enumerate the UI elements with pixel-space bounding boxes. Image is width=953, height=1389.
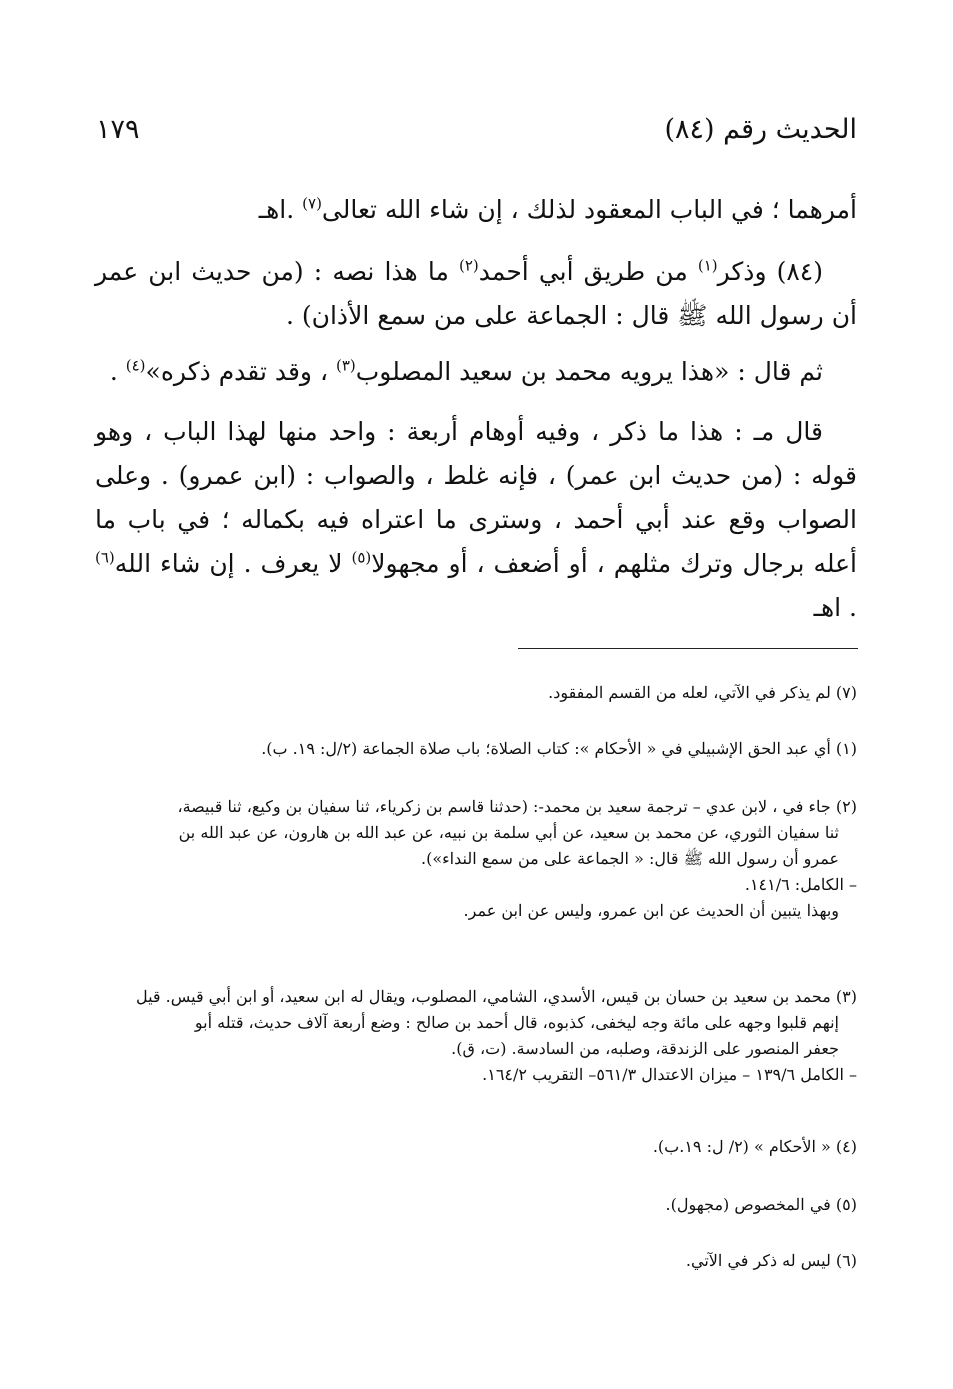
running-title: الحديث رقم (٨٤) <box>664 114 857 145</box>
footnote-source-line: – الكامل: ١٤١/٦. <box>744 875 857 894</box>
footnote-ref-4: (٤) <box>125 356 146 375</box>
main-paragraph-3 <box>95 350 857 394</box>
paragraph-text: ثم قال : «هذا يرويه محمد بن سعيد المصلوب <box>355 357 823 386</box>
page-number: ١٧٩ <box>96 114 140 145</box>
paragraph-text: ما هذا نصه : (من حديث ابن عمر أن رسول الله ﷺ قال : الجماعة على من سمع الأذان) . <box>95 257 857 330</box>
footnote-ref-2: (٢) <box>458 256 479 275</box>
footnote-6 <box>95 1248 857 1274</box>
footnote-1 <box>95 736 857 762</box>
footnote-ref-7: (٧) <box>302 194 322 213</box>
footnote-line: (٣) محمد بن سعيد بن حسان بن قيس، الأسدي، الشامي، المصلوب، ويقال له ابن سعيد، أو ابن أبي قيس. قيل <box>135 987 857 1006</box>
paragraph-text: . اهـ <box>813 593 857 622</box>
footnote-7 <box>95 680 857 706</box>
footnote-ref-5: (٥) <box>351 548 372 567</box>
footnote-ref-3: (٣) <box>335 356 356 375</box>
paragraph-text: قال مـ : هذا ما ذكر ، وفيه أوهام أربعة : واحد منها لهذا الباب ، وهو قوله : (من حديث ابن عمر) ، فإنه غلط ، والصواب : (ابن عمرو) . وعلى الصواب وقع عند أبي أحمد ، وسترى ما اعتراه فيه بكماله ؛ في باب ما أعله برجال وترك مثلهم ، أو أضعف ، أو مجهولا <box>95 417 857 578</box>
footnote-ref-6: (٦) <box>95 548 115 567</box>
main-paragraph-1 <box>95 188 857 232</box>
paragraph-text: لا يعرف . إن شاء الله <box>114 549 352 578</box>
footnote-line: إنهم قلبوا وجهه على مائة وجه ليخفى، كذبوه، قال أحمد بن صالح : وضع أربعة آلاف حديث، قتله أبو <box>194 1013 839 1032</box>
footnote-line: ثنا سفيان الثوري، عن محمد بن سعيد، عن أبي سلمة بن نبيه، عن عبد الله بن هارون، عن عبد الله بن <box>178 823 839 842</box>
footnote-line: (٥) في المخصوص (مجهول). <box>665 1195 857 1214</box>
footnote-2 <box>95 794 857 924</box>
paragraph-text: أمرهما ؛ في الباب المعقود لذلك ، إن شاء الله تعالى <box>321 195 857 224</box>
footnote-line: عمرو أن رسول الله ﷺ قال: « الجماعة على من سمع النداء»). <box>421 849 839 868</box>
paragraph-text: (٨٤) وذكر <box>717 257 823 286</box>
paragraph-text: من طريق أبي أحمد <box>478 257 698 286</box>
footnote-5 <box>95 1192 857 1218</box>
footnote-line: (٧) لم يذكر في الآتي، لعله من القسم المفقود. <box>548 683 857 702</box>
main-paragraph-4 <box>95 410 857 630</box>
footnote-line: (٢) جاء في ، لابن عدي – ترجمة سعيد بن محمد-: (حدثنا قاسم بن زكرياء، ثنا سفيان بن وكيع، ثنا قبيصة، <box>177 797 857 816</box>
footnote-source-line: – الكامل ١٣٩/٦ – ميزان الاعتدال ٥٦١/٣– التقريب ١٦٤/٢. <box>482 1065 857 1084</box>
footnote-line: وبهذا يتبين أن الحديث عن ابن عمرو، وليس عن ابن عمر. <box>463 901 839 920</box>
paragraph-text: ، وقد تقدم ذكره» <box>145 357 336 386</box>
paragraph-text: . <box>109 357 126 386</box>
footnote-ref-1: (١) <box>697 256 718 275</box>
footnote-line: (٦) ليس له ذكر في الآتي. <box>685 1251 857 1270</box>
footnote-3 <box>95 984 857 1088</box>
footnote-line: (٤) « الأحكام » (٢/ ل: ١٩.ب). <box>652 1137 857 1156</box>
main-paragraph-2 <box>95 250 857 338</box>
footnote-4 <box>95 1134 857 1160</box>
paragraph-text: .اهـ <box>258 195 303 224</box>
footnote-line: (١) أي عبد الحق الإشبيلي في « الأحكام »: كتاب الصلاة؛ باب صلاة الجماعة (٢/ل: ١٩. ب). <box>261 739 857 758</box>
footnote-separator <box>518 648 858 649</box>
footnote-line: جعفر المنصور على الزندقة، وصلبه، من السادسة. (ت، ق). <box>451 1039 839 1058</box>
